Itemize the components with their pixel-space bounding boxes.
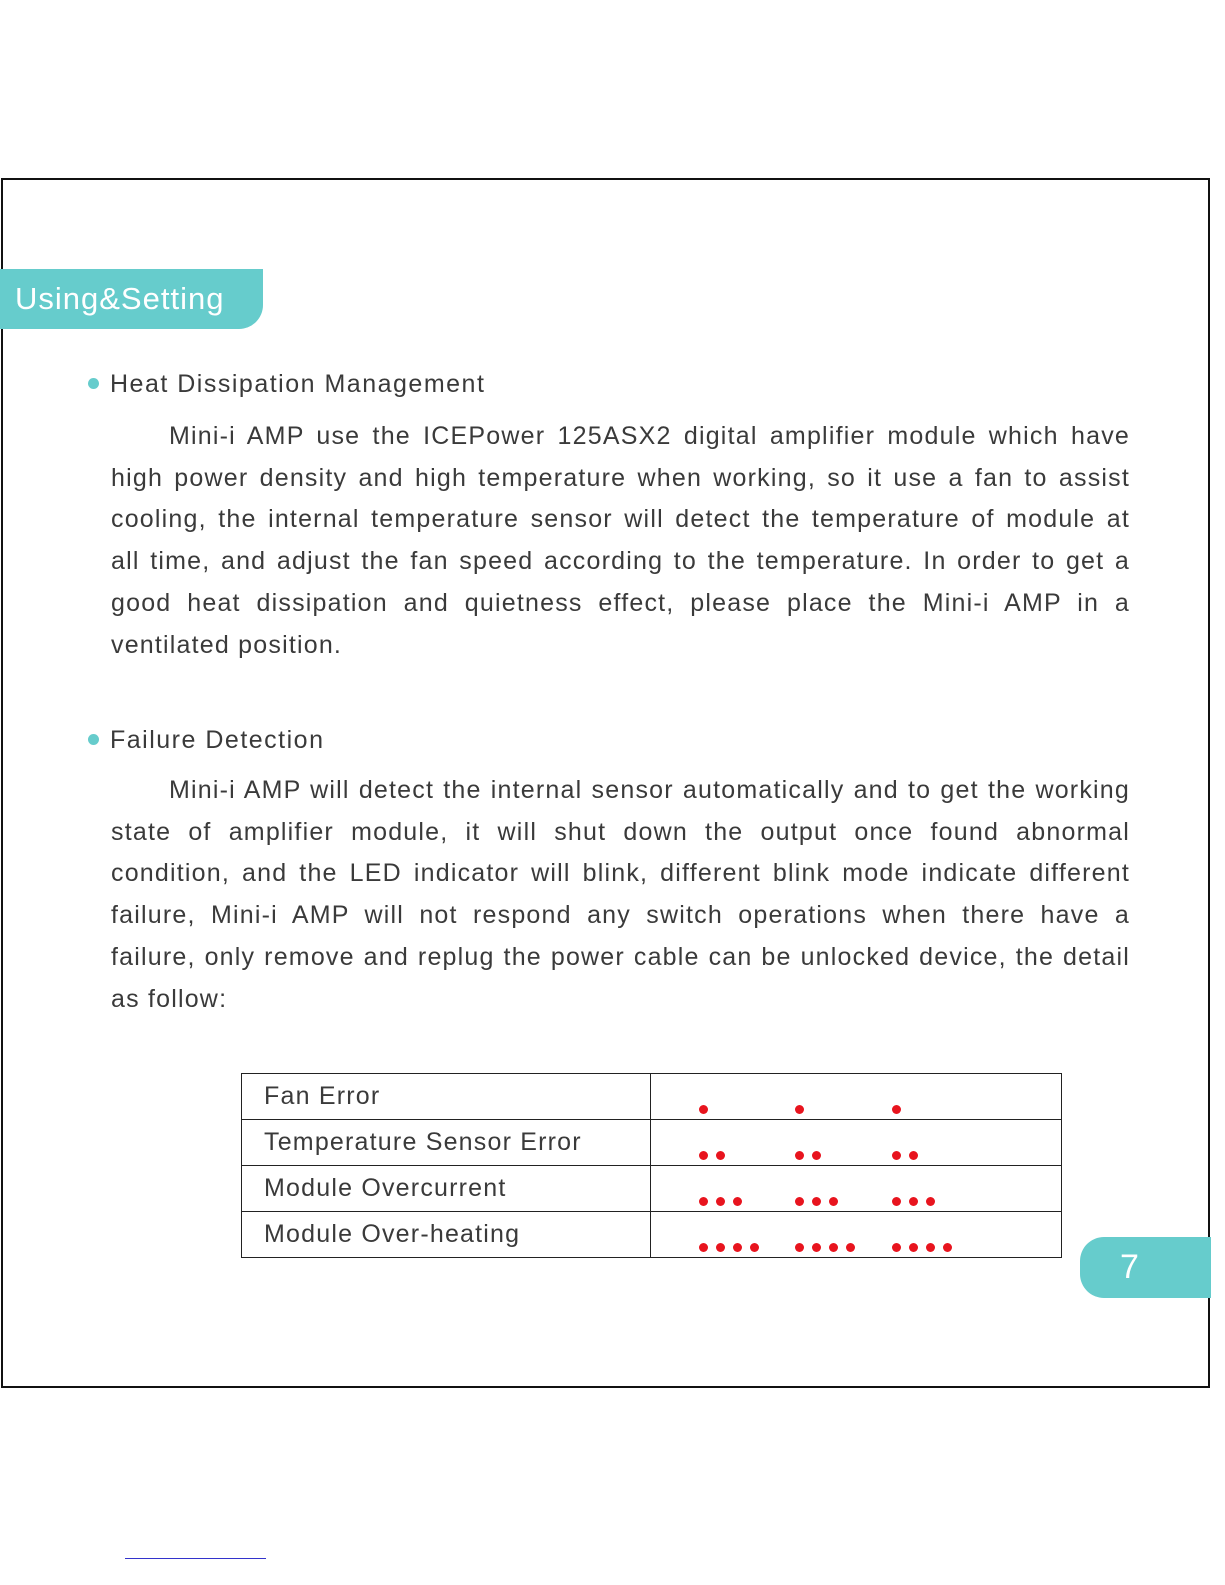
led-dot-icon	[926, 1243, 935, 1252]
heading-text: Failure Detection	[110, 726, 325, 754]
led-dot-icon	[909, 1197, 918, 1206]
led-dot-icon	[812, 1151, 821, 1160]
blink-group	[699, 1138, 733, 1148]
blink-pattern	[651, 1074, 1062, 1120]
failure-label: Module Overcurrent	[242, 1166, 651, 1212]
blink-pattern	[651, 1166, 1062, 1212]
led-dot-icon	[699, 1243, 708, 1252]
failure-table	[241, 1073, 1062, 1258]
blink-group	[795, 1230, 863, 1240]
led-dot-icon	[795, 1197, 804, 1206]
led-dot-icon	[892, 1151, 901, 1160]
led-dot-icon	[892, 1197, 901, 1206]
footer-link-line	[125, 1558, 266, 1559]
led-dot-icon	[699, 1151, 708, 1160]
blink-group	[795, 1184, 846, 1194]
led-dot-icon	[829, 1197, 838, 1206]
led-dot-icon	[812, 1197, 821, 1206]
led-dot-icon	[829, 1243, 838, 1252]
failure-label: Module Over-heating	[242, 1212, 651, 1258]
table-row	[242, 1120, 1062, 1166]
blink-group	[699, 1230, 767, 1240]
led-dot-icon	[892, 1243, 901, 1252]
led-dot-icon	[943, 1243, 952, 1252]
table-row	[242, 1074, 1062, 1120]
led-dot-icon	[795, 1151, 804, 1160]
led-dot-icon	[795, 1105, 804, 1114]
blink-group	[892, 1092, 909, 1102]
led-dot-icon	[926, 1197, 935, 1206]
led-dot-icon	[795, 1243, 804, 1252]
led-dot-icon	[716, 1151, 725, 1160]
bullet-icon	[88, 378, 99, 389]
led-dot-icon	[846, 1243, 855, 1252]
failure-label: Fan Error	[242, 1074, 651, 1120]
blink-group	[795, 1138, 829, 1148]
led-dot-icon	[812, 1243, 821, 1252]
table-row	[242, 1166, 1062, 1212]
failure-detection-paragraph: Mini-i AMP will detect the internal sensor automatically and to get the working state of amplifier module, it will shut down the output once found abnormal condition, and the LED indicator will blink, different blink mode indicate different failure, Mini-i AMP will not respond any switch operations when there have a failure, only remove and replug the power cable can be unlocked device, the detail as follow:	[111, 776, 1130, 1013]
blink-pattern	[651, 1120, 1062, 1166]
heat-dissipation-paragraph: Mini-i AMP use the ICEPower 125ASX2 digital amplifier module which have high power density and high temperature when working, so it use a fan to assist cooling, the internal temperature sensor will detect the temperature of module at all time, and adjust the fan speed according to the temperature. In order to get a good heat dissipation and quietness effect, please place the Mini-i AMP in a ventilated position.	[111, 422, 1130, 659]
blink-group	[699, 1184, 750, 1194]
blink-pattern	[651, 1212, 1062, 1258]
led-dot-icon	[716, 1243, 725, 1252]
blink-group	[699, 1092, 716, 1102]
failure-label: Temperature Sensor Error	[242, 1120, 651, 1166]
led-dot-icon	[699, 1197, 708, 1206]
heading-text: Heat Dissipation Management	[110, 370, 486, 398]
page-number: 7	[1080, 1237, 1211, 1298]
led-dot-icon	[733, 1197, 742, 1206]
bullet-icon	[88, 734, 99, 745]
blink-group	[892, 1184, 943, 1194]
blink-group	[795, 1092, 812, 1102]
led-dot-icon	[892, 1105, 901, 1114]
section-tab: Using&Setting	[0, 269, 263, 329]
led-dot-icon	[716, 1197, 725, 1206]
blink-group	[892, 1138, 926, 1148]
blink-group	[892, 1230, 960, 1240]
table-row	[242, 1212, 1062, 1258]
led-dot-icon	[733, 1243, 742, 1252]
led-dot-icon	[909, 1151, 918, 1160]
led-dot-icon	[699, 1105, 708, 1114]
led-dot-icon	[750, 1243, 759, 1252]
led-dot-icon	[909, 1243, 918, 1252]
